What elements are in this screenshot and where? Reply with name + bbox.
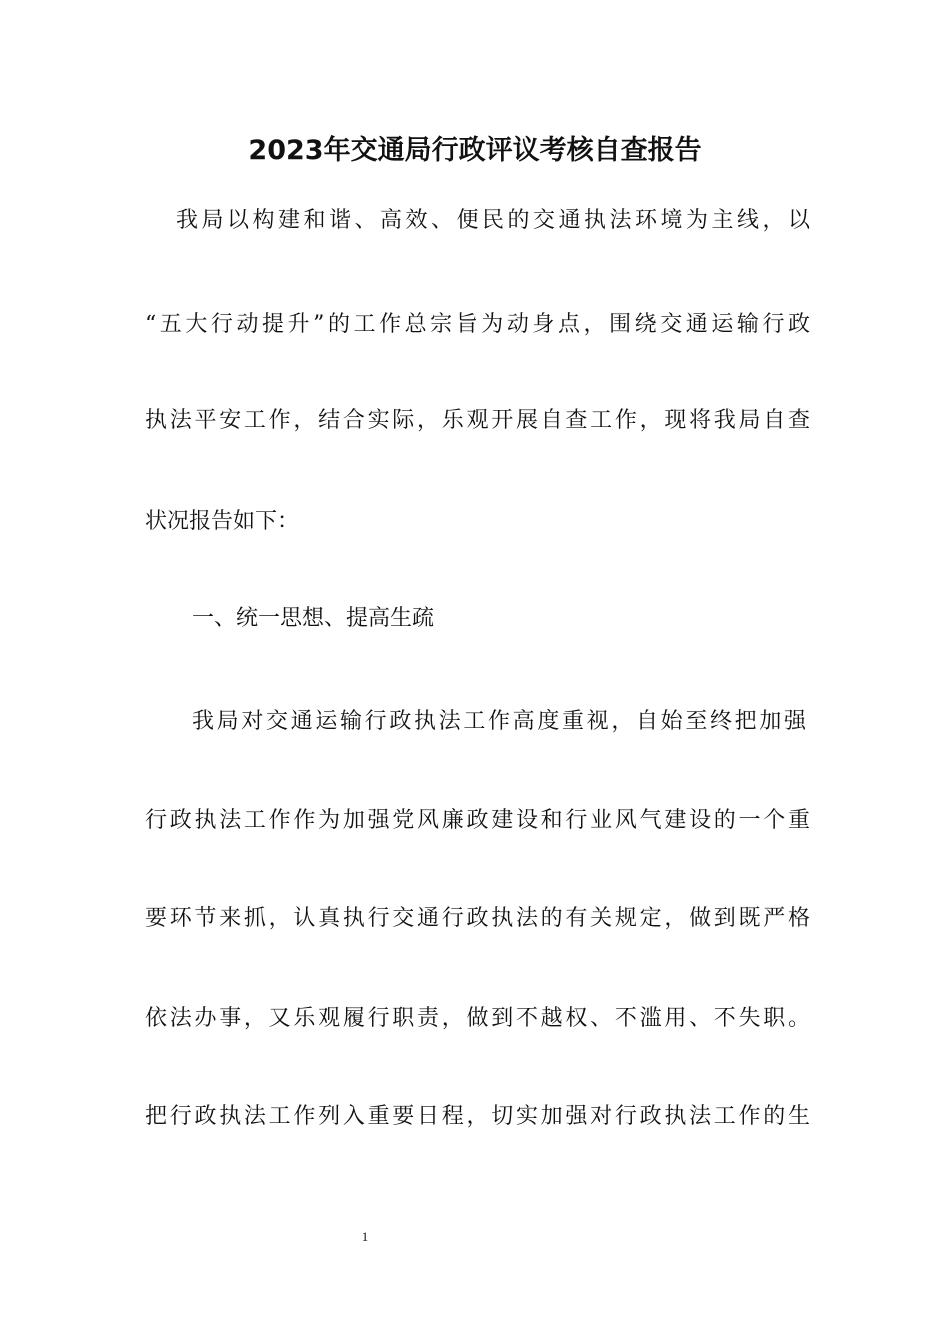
body-line: 状况报告如下：	[145, 509, 300, 534]
section-heading: 一、统一思想、提高生疏	[192, 606, 435, 631]
body-line: 我局对交通运输行政执法工作高度重视，自始至终把加强	[192, 709, 806, 734]
body-line: 行政执法工作作为加强党风廉政建设和行业风气建设的一个重	[145, 808, 810, 833]
body-line: 执法平安工作，结合实际，乐观开展自查工作，现将我局自查	[145, 408, 810, 433]
page-number: 1	[361, 1229, 369, 1244]
body-line: 要环节来抓，认真执行交通行政执法的有关规定，做到既严格	[145, 906, 810, 931]
body-line: “五大行动提升”的工作总宗旨为动身点，围绕交通运输行政	[145, 312, 810, 337]
document-title: 2023年交通局行政评议考核自查报告	[248, 135, 702, 166]
body-line: 把行政执法工作列入重要日程，切实加强对行政执法工作的生	[145, 1104, 810, 1129]
body-line: 依法办事，又乐观履行职责，做到不越权、不滥用、不失职。	[145, 1006, 810, 1031]
body-line: 我局以构建和谐、高效、便民的交通执法环境为主线，以	[176, 208, 810, 233]
